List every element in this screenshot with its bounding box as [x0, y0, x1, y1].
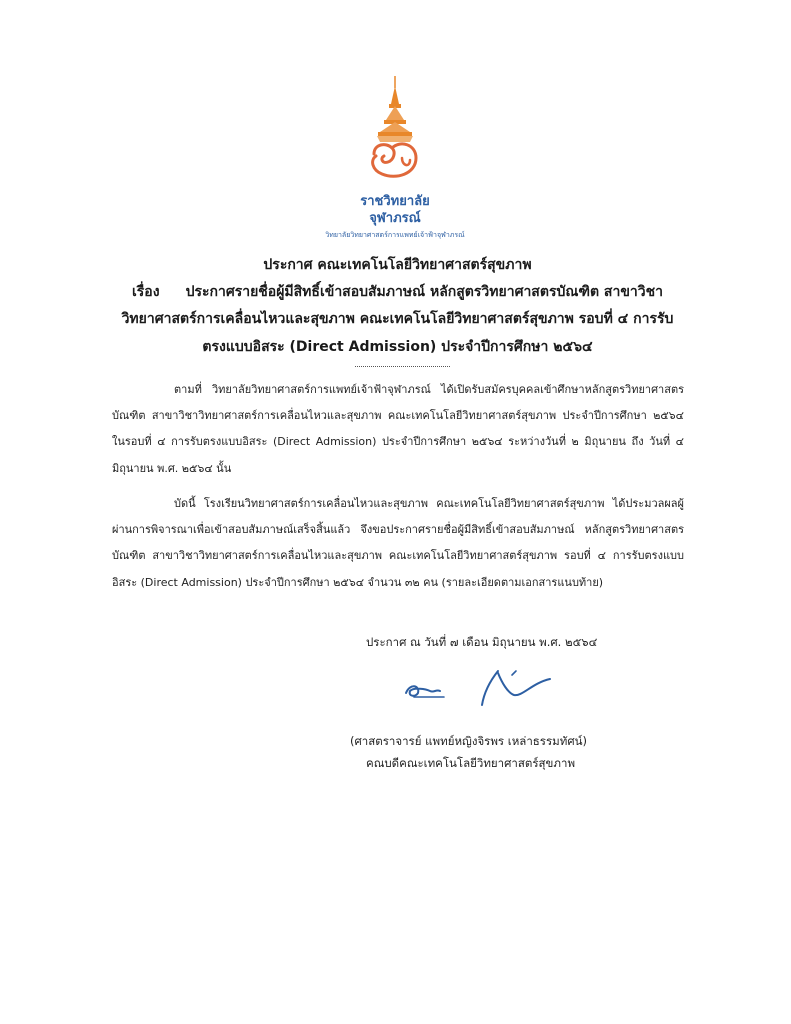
logo-name-line2: จุฬาภรณ์ [369, 211, 421, 226]
body-paragraph-1 [112, 377, 684, 482]
paragraph-2-text: บัดนี้ โรงเรียนวิทยาศาสตร์การเคลื่อนไหวและสุขภาพ คณะเทคโนโลยีวิทยาศาสตร์สุขภาพ ได้ประมวลผลผู้ผ่านการพิจารณาเพื่อเข้าสอบสัมภาษณ์เสร็จสิ้นแล้ว จึงขอประกาศรายชื่อผู้มีสิทธิ์เข้าสอบสัมภาษณ์ หลักสูตรวิทยาศาสตรบัณฑิต สาขาวิชาวิทยาศาสตร์การเคลื่อนไหวและสุขภาพ คณะเทคโนโลยีวิทยาศาสตร์สุขภาพ รอบที่ ๔ การรับตรงแบบอิสระ (Direct Admission) ประจำปีการศึกษา ๒๕๖๔ จำนวน ๓๒ คน (รายละเอียดตามเอกสารแนบท้าย) [112, 497, 684, 589]
issued-date: ประกาศ ณ วันที่ ๗ เดือน มิถุนายน พ.ศ. ๒๕๖๔ [366, 635, 598, 649]
crown-monogram-emblem [330, 74, 460, 189]
dotted-divider [355, 360, 450, 367]
signer-position: คณบดีคณะเทคโนโลยีวิทยาศาสตร์สุขภาพ [366, 756, 576, 770]
subject-line-3: ตรงแบบอิสระ (Direct Admission) ประจำปีการศึกษา ๒๕๖๔ [202, 339, 593, 355]
announcement-title: ประกาศ คณะเทคโนโลยีวิทยาศาสตร์สุขภาพ [263, 257, 532, 273]
handwritten-signature [400, 665, 560, 710]
body-paragraph-2 [112, 491, 684, 596]
logo-name-line1: ราชวิทยาลัย [360, 194, 430, 209]
signer-name: (ศาสตราจารย์ แพทย์หญิงจิรพร เหล่าธรรมทัศน์) [350, 734, 587, 748]
subject-line-1 [110, 281, 685, 303]
subject-label: เรื่อง [132, 284, 160, 300]
subject-text-1: ประกาศรายชื่อผู้มีสิทธิ์เข้าสอบสัมภาษณ์ หลักสูตรวิทยาศาสตรบัณฑิต สาขาวิชา [185, 284, 663, 300]
signature [400, 665, 560, 714]
college-logo [325, 74, 465, 242]
paragraph-1-text: ตามที่ วิทยาลัยวิทยาศาสตร์การแพทย์เจ้าฟ้าจุฬาภรณ์ ได้เปิดรับสมัครบุคคลเข้าศึกษาหลักสูตรวิทยาศาสตรบัณฑิต สาขาวิชาวิทยาศาสตร์การเคลื่อนไหวและสุขภาพ คณะเทคโนโลยีวิทยาศาสตร์สุขภาพ ประจำปีการศึกษา ๒๕๖๔ ในรอบที่ ๔ การรับตรงแบบอิสระ (Direct Admission) ประจำปีการศึกษา ๒๕๖๔ ระหว่างวันที่ ๒ มิถุนายน ถึง วันที่ ๔ มิถุนายน พ.ศ. ๒๕๖๔ นั้น [112, 383, 684, 475]
logo-subtitle: วิทยาลัยวิทยาศาสตร์การแพทย์เจ้าฟ้าจุฬาภรณ์ [325, 231, 465, 239]
subject-line-2: วิทยาศาสตร์การเคลื่อนไหวและสุขภาพ คณะเทคโนโลยีวิทยาศาสตร์สุขภาพ รอบที่ ๔ การรับ [121, 311, 674, 327]
